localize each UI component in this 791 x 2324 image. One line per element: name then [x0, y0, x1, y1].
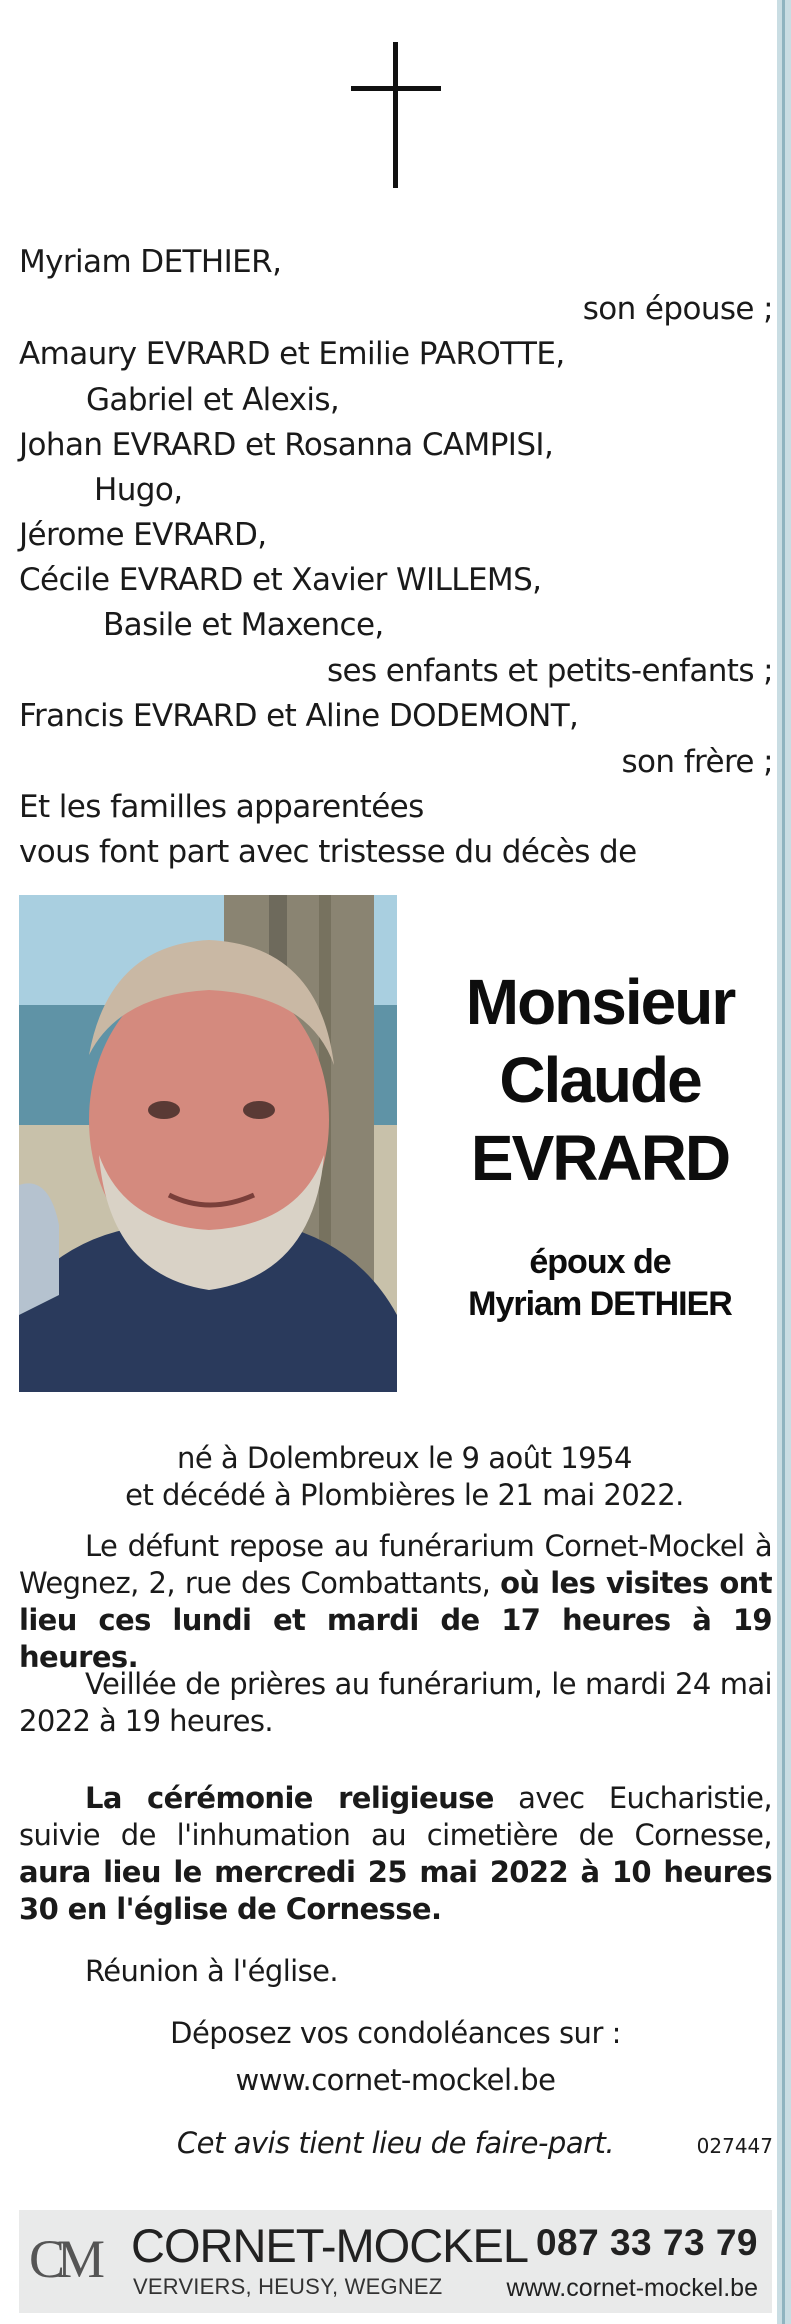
- reunion-text: Réunion à l'église.: [85, 1954, 338, 1988]
- family-line-10: Francis EVRARD et Aline DODEMONT,: [19, 698, 579, 734]
- family-line-2: Amaury EVRARD et Emilie PAROTTE,: [19, 336, 565, 372]
- portrait-photo: [19, 895, 397, 1392]
- brand-towns: VERVIERS, HEUSY, WEGNEZ: [133, 2274, 443, 2299]
- family-line-1: son épouse ;: [582, 291, 773, 327]
- spouse-label: époux de: [529, 1243, 671, 1281]
- cross-icon: [351, 42, 441, 188]
- funeral-home-banner: [19, 2210, 772, 2313]
- rest-visits: où les visites ont lieu ces lundi et mardi de 17 heures à 19 heures.: [19, 1566, 772, 1674]
- brand-website[interactable]: www.cornet-mockel.be: [506, 2274, 758, 2302]
- ceremony-paragraph: [19, 1780, 772, 1928]
- birth-date: né à Dolembreux le 9 août 1954: [176, 1441, 633, 1475]
- family-line-9: ses enfants et petits-enfants ;: [326, 653, 773, 689]
- deceased-last-name: EVRARD: [470, 1122, 730, 1194]
- family-line-5: Hugo,: [94, 472, 183, 508]
- deceased-title: Monsieur: [465, 966, 735, 1038]
- reference-number: 027447: [696, 2134, 773, 2158]
- family-line-3: Gabriel et Alexis,: [86, 382, 340, 418]
- ceremony-details: avec Eucharistie, suivie de l'inhumation au cimetière de Cornesse,: [19, 1781, 772, 1852]
- page-border-line: [782, 0, 785, 2324]
- rest-paragraph: [19, 1528, 772, 1676]
- vigil-paragraph: Veillée de prières au funérarium, le mardi 24 mai 2022 à 19 heures.: [19, 1667, 772, 1738]
- family-line-4: Johan EVRARD et Rosanna CAMPISI,: [19, 427, 554, 463]
- condolences-website[interactable]: www.cornet-mockel.be: [235, 2063, 556, 2097]
- brand-name: CORNET-MOCKEL: [131, 2219, 528, 2272]
- family-line-7: Cécile EVRARD et Xavier WILLEMS,: [19, 562, 542, 598]
- condolences-text: Déposez vos condoléances sur :: [170, 2016, 621, 2050]
- family-line-13: vous font part avec tristesse du décès de: [19, 834, 637, 870]
- cm-logo: CM: [29, 2229, 98, 2289]
- family-line-6: Jérome EVRARD,: [19, 517, 267, 553]
- family-line-12: Et les familles apparentées: [19, 789, 424, 825]
- notice-text: Cet avis tient lieu de faire-part.: [176, 2126, 615, 2160]
- spouse-name: Myriam DETHIER: [468, 1285, 732, 1323]
- brand-phone: 087 33 73 79: [535, 2222, 758, 2263]
- ceremony-title: La cérémonie religieuse: [85, 1781, 494, 1815]
- family-line-11: son frère ;: [621, 744, 773, 780]
- family-line-0: Myriam DETHIER,: [19, 244, 282, 280]
- family-line-8: Basile et Maxence,: [103, 607, 384, 643]
- deceased-first-name: Claude: [499, 1044, 701, 1116]
- rest-intro: Le défunt repose au funérarium Cornet-Mockel à Wegnez, 2, rue des Combattants,: [19, 1529, 772, 1600]
- death-date: et décédé à Plombières le 21 mai 2022.: [125, 1478, 684, 1512]
- ceremony-when: aura lieu le mercredi 25 mai 2022 à 10 heures 30 en l'église de Cornesse.: [19, 1855, 772, 1926]
